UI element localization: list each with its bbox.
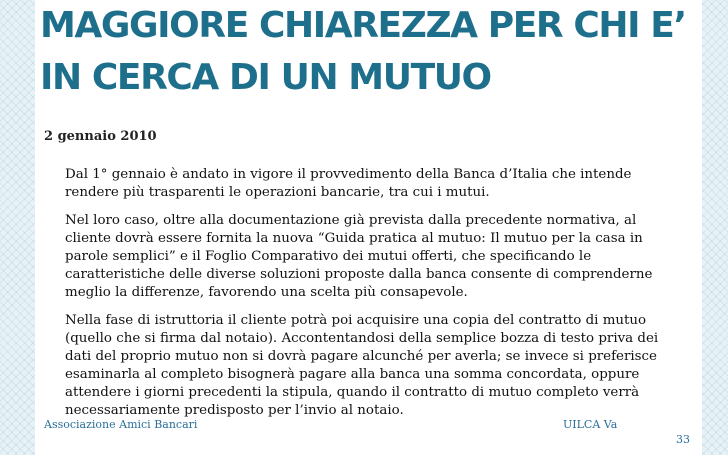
paragraph-line: Nella fase di istruttoria il cliente potrà poi acquisire una copia del contratto di mutuo bbox=[65, 313, 647, 328]
paragraph-line: attendere i giorni precedenti la stipula, quando il contratto di mutuo completo verrà bbox=[65, 385, 640, 400]
paragraph-line: meglio la differenze, favorendo una scelta più consapevole. bbox=[65, 285, 468, 300]
paragraph-line: cliente dovrà essere fornita la nuova “Guida pratica al mutuo: Il mutuo per la casa in bbox=[65, 231, 643, 246]
paragraph-1 bbox=[65, 166, 695, 202]
paragraph-line: dati del proprio mutuo non si dovrà pagare alcunché per averla; se invece si preferisce bbox=[65, 349, 657, 364]
paragraph-line: esaminarla al completo bisognerà pagare alla banca una somma concordata, oppure bbox=[65, 367, 640, 382]
title-line-1: MAGGIORE CHIAREZZA PER CHI E’ bbox=[40, 5, 686, 46]
paragraph-line: parole semplici” e il Foglio Comparativo dei mutui offerti, che specificando le bbox=[65, 249, 592, 264]
paragraph-line: necessariamente predisposto per l’invio al notaio. bbox=[65, 403, 404, 418]
paragraph-line: caratteristiche delle diverse soluzioni proposte dalla banca consente di comprenderne bbox=[65, 267, 653, 282]
paragraph-line: (quello che si firma dal notaio). Accontentandosi della semplice bozza di testo priva dei bbox=[65, 331, 659, 346]
body-text bbox=[65, 166, 695, 430]
paragraph-3 bbox=[65, 312, 695, 420]
page-number: 33 bbox=[676, 433, 690, 446]
footer-union: UILCA Va bbox=[563, 418, 618, 431]
paragraph-line: Nel loro caso, oltre alla documentazione già prevista dalla precedente normativa, al bbox=[65, 213, 637, 228]
slide-title bbox=[40, 0, 720, 104]
paragraph-line: rendere più trasparenti le operazioni bancarie, tra cui i mutui. bbox=[65, 185, 490, 200]
footer-organization: Associazione Amici Bancari bbox=[44, 418, 198, 431]
paragraph-2 bbox=[65, 212, 695, 302]
paragraph-line: Dal 1° gennaio è andato in vigore il provvedimento della Banca d’Italia che intende bbox=[65, 167, 632, 182]
date-label: 2 gennaio 2010 bbox=[44, 129, 157, 144]
title-line-2: IN CERCA DI UN MUTUO bbox=[40, 57, 491, 98]
